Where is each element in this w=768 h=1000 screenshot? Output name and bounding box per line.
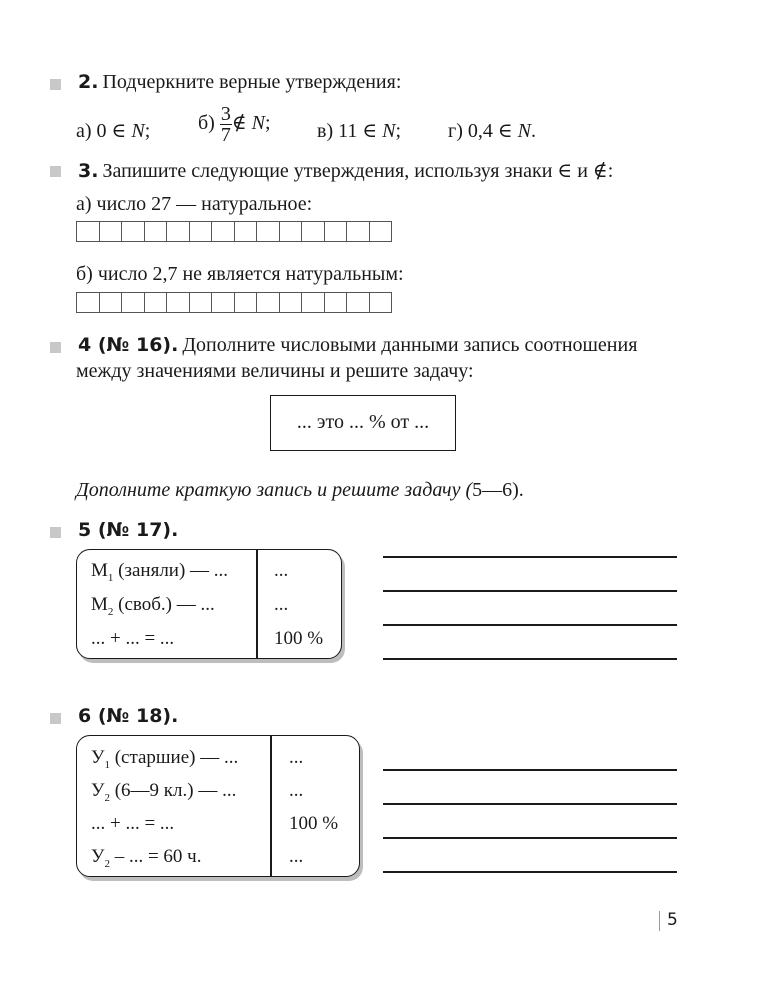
task3-marker xyxy=(50,166,61,177)
answer-line[interactable] xyxy=(383,769,677,771)
table-row-value: 100 % xyxy=(274,628,324,649)
grid-cell[interactable] xyxy=(370,222,393,242)
grid-cell[interactable] xyxy=(235,222,258,242)
task2-option-c: в) 11 ∈ N; xyxy=(317,120,402,142)
answer-line[interactable] xyxy=(383,803,677,805)
task6-number: 6 (№ 18). xyxy=(78,705,179,727)
table-divider xyxy=(256,550,258,658)
grid-cell[interactable] xyxy=(145,222,168,242)
grid-cell[interactable] xyxy=(370,293,393,313)
task2-instruction: Подчеркните верные утверждения: xyxy=(102,71,402,93)
section-note: Дополните краткую запись и решите задачу (5—6). xyxy=(76,479,524,501)
grid-cell[interactable] xyxy=(122,222,145,242)
answer-line[interactable] xyxy=(383,624,677,626)
task3-item-a: а) число 27 — натуральное: xyxy=(76,193,313,215)
grid-cell[interactable] xyxy=(235,293,258,313)
grid-cell[interactable] xyxy=(280,222,303,242)
relation-box xyxy=(270,395,456,451)
table-row-label: $У_2$ – ... = 60 ч. xyxy=(91,846,202,870)
grid-cell[interactable] xyxy=(257,222,280,242)
grid-cell[interactable] xyxy=(167,222,190,242)
task2-number: 2. xyxy=(78,71,99,93)
task2-option-a: а) 0 ∈ N; xyxy=(76,120,151,142)
task5-heading xyxy=(78,519,178,541)
grid-cell[interactable] xyxy=(347,293,370,313)
task4-instruction-line2: между значениями величины и решите задачу: xyxy=(76,360,474,382)
task6-heading xyxy=(78,705,178,727)
task2-option-b: б) $\frac{3}{7}$ ∉ N; xyxy=(198,103,271,146)
grid-cell[interactable] xyxy=(212,293,235,313)
grid-cell[interactable] xyxy=(302,222,325,242)
table-row-value: ... xyxy=(289,747,304,768)
grid-cell[interactable] xyxy=(77,222,100,242)
grid-cell[interactable] xyxy=(280,293,303,313)
grid-cell[interactable] xyxy=(77,293,100,313)
answer-grid-a[interactable] xyxy=(76,221,392,242)
task3-heading xyxy=(78,158,613,183)
grid-cell[interactable] xyxy=(257,293,280,313)
page-number-divider xyxy=(659,911,660,931)
answer-line[interactable] xyxy=(383,871,677,873)
task5-short-record-table xyxy=(76,549,342,659)
relation-text: ... это ... % от ... xyxy=(296,411,430,433)
table-row-value: ... xyxy=(289,780,304,801)
grid-cell[interactable] xyxy=(212,222,235,242)
answer-line[interactable] xyxy=(383,590,677,592)
fraction-3-7: $\frac{3}{7}$ xyxy=(220,103,231,146)
grid-cell[interactable] xyxy=(347,222,370,242)
grid-cell[interactable] xyxy=(190,222,213,242)
table-divider xyxy=(270,736,272,876)
task3-instruction: Запишите следующие утверждения, используя знаки ∈ и ∉: xyxy=(102,160,614,182)
task4-number: 4 (№ 16). xyxy=(78,334,179,356)
grid-cell[interactable] xyxy=(122,293,145,313)
task5-number: 5 (№ 17). xyxy=(78,519,179,541)
answer-grid-b[interactable] xyxy=(76,292,392,313)
task5-marker xyxy=(50,527,61,538)
answer-line[interactable] xyxy=(383,556,677,558)
task3-number: 3. xyxy=(78,160,99,182)
table-row-label: ... + ... = ... xyxy=(91,813,175,834)
grid-cell[interactable] xyxy=(100,222,123,242)
grid-cell[interactable] xyxy=(325,293,348,313)
grid-cell[interactable] xyxy=(145,293,168,313)
grid-cell[interactable] xyxy=(167,293,190,313)
table-row-value: ... xyxy=(289,846,304,867)
task4-marker xyxy=(50,342,61,353)
table-row-value: ... xyxy=(274,560,289,581)
grid-cell[interactable] xyxy=(100,293,123,313)
task4-instruction-line1: Дополните числовыми данными запись соотношения xyxy=(182,334,638,356)
table-row-label: $У_1$ (старшие) — ... xyxy=(91,747,239,771)
task4-heading xyxy=(78,334,637,357)
task6-short-record-table xyxy=(76,735,360,877)
grid-cell[interactable] xyxy=(302,293,325,313)
grid-cell[interactable] xyxy=(190,293,213,313)
table-row-label: ... + ... = ... xyxy=(91,628,175,649)
table-row-value: ... xyxy=(274,594,289,615)
table-row-value: 100 % xyxy=(289,813,339,834)
grid-cell[interactable] xyxy=(325,222,348,242)
task6-marker xyxy=(50,713,61,724)
task2-marker xyxy=(50,79,61,90)
answer-line[interactable] xyxy=(383,658,677,660)
table-row-label: $М_1$ (заняли) — ... xyxy=(91,560,229,584)
table-row-label: $М_2$ (своб.) — ... xyxy=(91,594,215,618)
answer-line[interactable] xyxy=(383,837,677,839)
table-row-label: $У_2$ (6—9 кл.) — ... xyxy=(91,780,237,804)
task2-option-d: г) 0,4 ∈ N. xyxy=(448,120,537,142)
page-number: 5 xyxy=(667,910,678,930)
task2-heading xyxy=(78,71,401,94)
task3-item-b: б) число 2,7 не является натуральным: xyxy=(76,263,404,285)
